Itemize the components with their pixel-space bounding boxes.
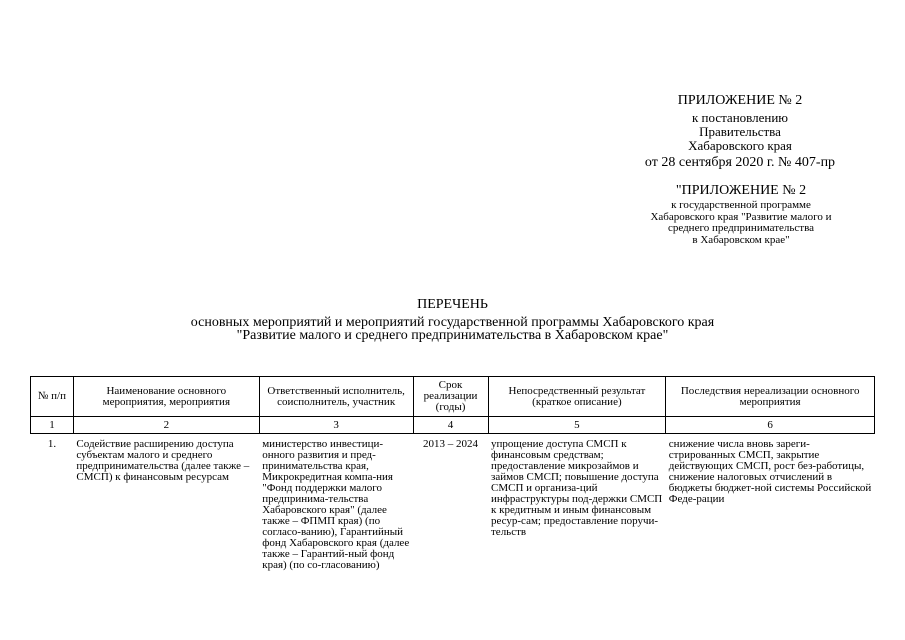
row-period: 2013 – 2024 xyxy=(423,438,479,450)
document-subtitle xyxy=(0,316,905,342)
program-annex-title: "ПРИЛОЖЕНИЕ № 2 xyxy=(675,183,807,198)
column-number-4: 4 xyxy=(413,417,488,434)
program-annex-line-4: в Хабаровском крае" xyxy=(692,233,790,246)
header-executor: Ответственный исполнитель, соисполнитель, участник xyxy=(259,377,413,417)
column-number-row xyxy=(31,417,875,434)
table-header-row xyxy=(31,377,875,417)
header-consequences: Последствия нереализации основного мероприятия xyxy=(666,377,875,417)
column-number-3: 3 xyxy=(259,417,413,434)
header-period: Срок реализации (годы) xyxy=(413,377,488,417)
program-annex-line-3: среднего предпринимательства xyxy=(667,222,815,234)
column-number-1: 1 xyxy=(31,417,74,434)
row-result: упрощение доступа СМСП к финансовым средствам; предоставление микрозаймов и займов СМСП; повышение доступа СМСП и организа-ций инфраструктуры под-держки СМСП к кредитным и иным финансовым ресур-сам; предоставление поручи-тельств xyxy=(491,438,663,538)
document-subtitle-line-1: основных мероприятий и мероприятий государственной программы Хабаровского края xyxy=(190,315,715,330)
row-num: 1. xyxy=(47,438,57,450)
program-annex-line-1: к государственной программе xyxy=(671,199,811,211)
measures-table xyxy=(30,376,875,571)
document-subtitle-line-2: "Развитие малого и среднего предпринимательства в Хабаровском крае" xyxy=(236,328,669,343)
row-consequences: снижение числа вновь зареги-стрированных СМСП, закрытие действующих СМСП, рост без-работицы, снижение налоговых отчислений в бюджеты бюджет-ной системы Российской Феде-рации xyxy=(668,438,872,505)
row-name: Содействие расширению доступа субъектам малого и среднего предпринимательства (далее также – СМСП) к финансовым ресурсам xyxy=(76,438,250,483)
annex-line-1: к постановлению xyxy=(691,110,789,125)
program-annex-line-2: Хабаровского края "Развитие малого и xyxy=(650,210,832,223)
program-annex-block xyxy=(632,183,850,246)
column-number-6: 6 xyxy=(666,417,875,434)
table-row xyxy=(31,434,875,572)
row-executor: министерство инвестици-онного развития и пред-принимательства края, Микрокредитная компа-ния "Фонд поддержки малого предпринима-тельства Хабаровского края" (далее также – ФПМП края) (по согласо-ванию), Гарантийный фонд Хабаровского края (далее также – Гарантий-ный фонд края) (по со-гласованию) xyxy=(262,438,410,571)
annex-title: ПРИЛОЖЕНИЕ № 2 xyxy=(677,93,803,108)
column-number-2: 2 xyxy=(73,417,259,434)
annex-line-2: Правительства xyxy=(699,124,781,139)
header-result: Непосредственный результат (краткое описание) xyxy=(488,377,666,417)
annex-date-line: от 28 сентября 2020 г. № 407-пр xyxy=(644,155,836,170)
header-num: № п/п xyxy=(31,377,74,417)
header-name: Наименование основного мероприятия, мероприятия xyxy=(73,377,259,417)
document-title: ПЕРЕЧЕНЬ xyxy=(417,297,488,312)
resolution-annex-block xyxy=(640,93,840,171)
column-number-5: 5 xyxy=(488,417,666,434)
annex-line-3: Хабаровского края xyxy=(688,138,792,153)
